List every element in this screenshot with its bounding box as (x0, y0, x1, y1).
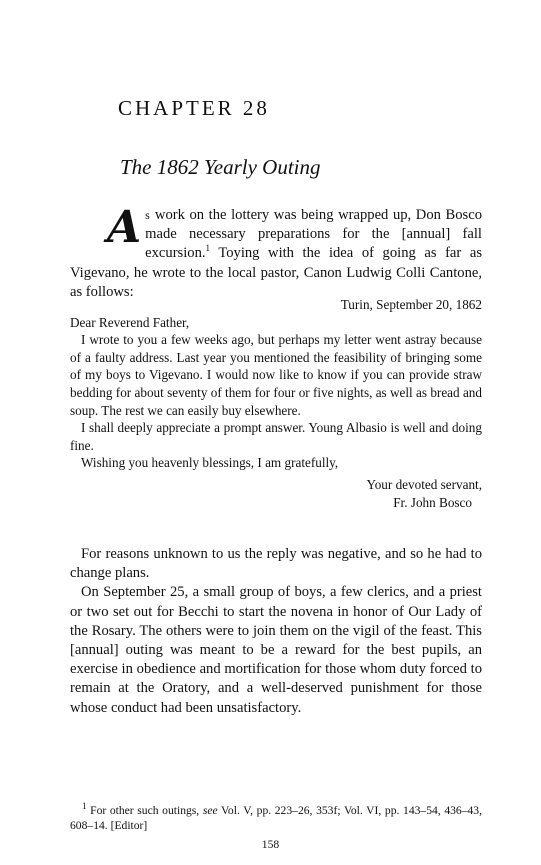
letter-salutation: Dear Reverend Father, (70, 314, 190, 330)
letter-paragraph-1: I wrote to you a few weeks ago, but perhaps my letter went astray because of a faulty address. Last year you mentioned the feasibility of bringing some of my boys to Vigevano. I would now like to know if you can provide straw bedding for about seventy of them for four or five nights, as well as bread and soup. The rest we can easily buy elsewhere. (70, 332, 482, 418)
footnote-text-a: For other such outings, (86, 804, 203, 817)
opening-text-cont: Toying with the idea of going as far as Vigevano, he wrote to the local pastor, Canon Ludwig Colli Cantone, as follows: (70, 245, 482, 300)
narrative-paragraph-1: For reasons unknown to us the reply was negative, and so he had to change plans. (70, 546, 482, 582)
footnote-ref: 1 (205, 243, 211, 254)
letter-closing: Your devoted servant, (366, 476, 482, 492)
letter-place-date: Turin, September 20, 1862 (340, 297, 482, 312)
chapter-title: The 1862 Yearly Outing (120, 155, 321, 179)
letter-paragraph-2: I shall deeply appreciate a prompt answer. Young Albasio is well and doing fine. (70, 420, 482, 453)
footnote (70, 803, 482, 833)
letter (70, 296, 482, 511)
opening-paragraph (70, 202, 482, 302)
narrative-paragraph-2: On September 25, a small group of boys, a few clerics, and a priest or two set out for Becchi to start the novena in honor of Our Lady of the Rosary. The others were to join them on the vigil of the feast. This [annual] outing was meant to be a reward for the best pupils, an exercise in obedience and mortification for those whom duty forced to remain at the Oratory, and a well-deserved punishment for those whose conduct had been unsatisfactory. (70, 584, 482, 716)
letter-signature: Fr. John Bosco (393, 494, 472, 510)
drop-cap: A (107, 202, 142, 253)
footnote-see: see (202, 804, 218, 817)
chapter-heading: CHAPTER 28 (118, 96, 270, 120)
footnote-number: 1 (82, 801, 87, 812)
letter-paragraph-3: Wishing you heavenly blessings, I am gratefully, (81, 455, 339, 471)
first-word-rest: s (145, 208, 151, 222)
footnote-text-b: Vol. V, pp. 223–26, 353f; Vol. VI, pp. 143–54, 436–43, 608–14. [Editor] (70, 804, 482, 832)
opening-text: work on the lottery was being wrapped up, Don Bosco made necessary preparations for the [annual] fall excursion. (145, 207, 482, 262)
page-number: 158 (261, 838, 280, 851)
narrative (70, 545, 482, 718)
